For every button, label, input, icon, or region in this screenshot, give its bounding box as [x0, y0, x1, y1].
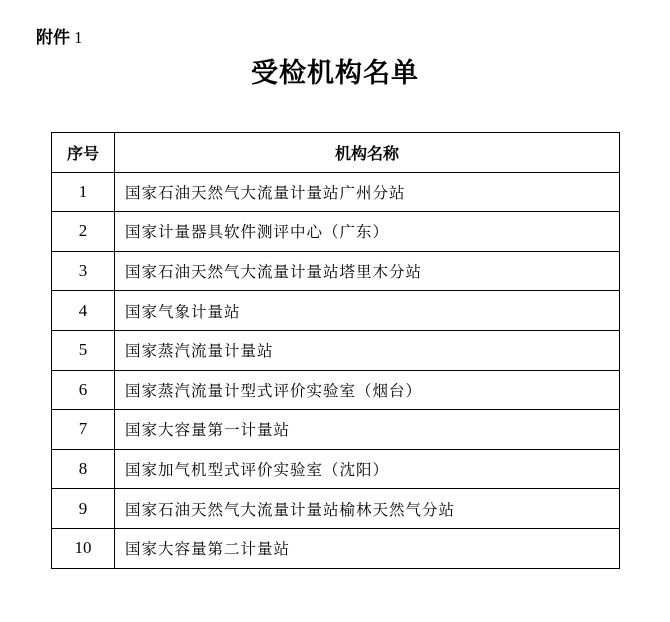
table-row: [52, 291, 620, 331]
page-title: 受检机构名单: [251, 58, 419, 89]
institution-table: [51, 132, 620, 569]
attachment-label-text: 附件: [36, 28, 70, 48]
table-row: [52, 489, 620, 529]
table-row: [52, 172, 620, 212]
row-index: 3: [52, 251, 115, 291]
attachment-label: [36, 27, 83, 49]
table-row: [52, 212, 620, 252]
row-index: 10: [52, 528, 115, 568]
institution-name: 国家加气机型式评价实验室（沈阳）: [115, 449, 620, 489]
institution-name: 国家石油天然气大流量计量站塔里木分站: [115, 251, 620, 291]
institution-name: 国家计量器具软件测评中心（广东）: [115, 212, 620, 252]
table-header-row: [52, 133, 620, 173]
row-index: 2: [52, 212, 115, 252]
institution-name: 国家大容量第一计量站: [115, 410, 620, 450]
row-index: 1: [52, 172, 115, 212]
row-index: 9: [52, 489, 115, 529]
table-row: [52, 370, 620, 410]
institution-name: 国家石油天然气大流量计量站榆林天然气分站: [115, 489, 620, 529]
institution-name: 国家大容量第二计量站: [115, 528, 620, 568]
institution-name: 国家蒸汽流量计量站: [115, 330, 620, 370]
column-header-index: 序号: [52, 133, 115, 173]
table-row: [52, 410, 620, 450]
table-row: [52, 528, 620, 568]
table-row: [52, 251, 620, 291]
row-index: 5: [52, 330, 115, 370]
row-index: 7: [52, 410, 115, 450]
institution-name: 国家气象计量站: [115, 291, 620, 331]
row-index: 4: [52, 291, 115, 331]
institution-name: 国家蒸汽流量计型式评价实验室（烟台）: [115, 370, 620, 410]
row-index: 6: [52, 370, 115, 410]
column-header-name: 机构名称: [115, 133, 620, 173]
table-row: [52, 330, 620, 370]
row-index: 8: [52, 449, 115, 489]
table-row: [52, 449, 620, 489]
attachment-number: 1: [74, 28, 83, 47]
institution-name: 国家石油天然气大流量计量站广州分站: [115, 172, 620, 212]
